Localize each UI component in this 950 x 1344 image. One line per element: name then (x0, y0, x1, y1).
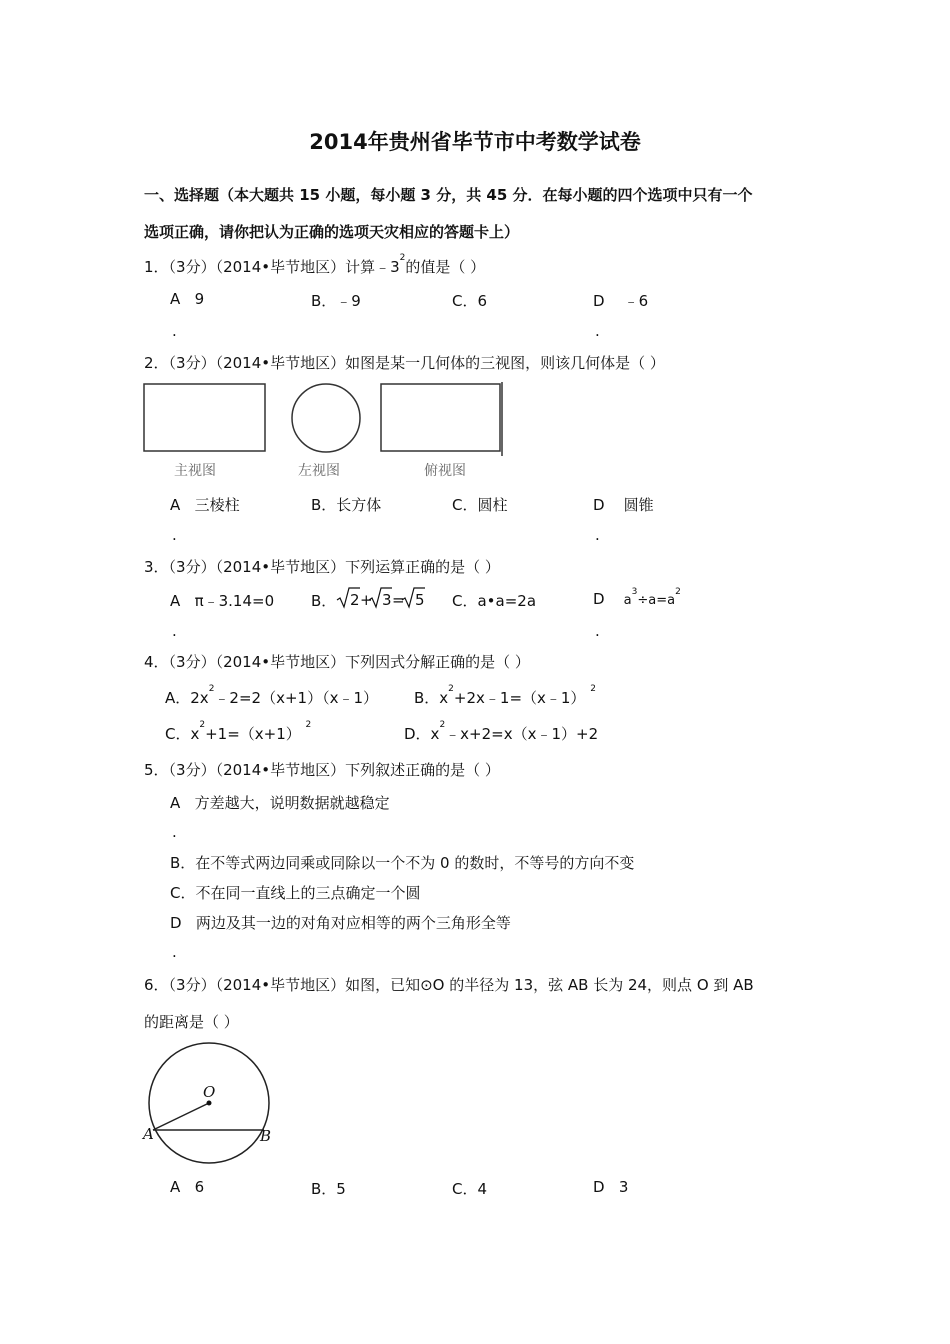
q4-option-d[interactable]: D．$x^2﹣x+2=x(x﹣1)+2$ (404, 720, 599, 743)
q3-b-rad2: 3 (382, 591, 392, 609)
three-view-figure (140, 380, 510, 485)
question-2-stem: 2．（3分）（2014•毕节地区）如图是某一几何体的三视图，则该几何体是（ ） (144, 354, 665, 372)
q5-option-a[interactable]: A 方差越大，说明数据就越稳定 (170, 794, 390, 812)
q3-option-b-radicals[interactable] (335, 585, 435, 611)
question-6-stem-line1: 6．（3分）（2014•毕节地区）如图，已知⊙O 的半径为 13，弦 AB 长为 24，则点 O 到 AB (144, 976, 754, 994)
q6-option-c[interactable]: C．4 (452, 1180, 488, 1198)
question-1-stem: 1．（3分）（2014•毕节地区）计算$﹣3^2$的值是（ ） (144, 253, 486, 276)
front-view-label: 主视图 (174, 463, 216, 479)
center-point (207, 1101, 212, 1106)
q2-option-a[interactable]: A 三棱柱 (170, 496, 240, 514)
label-o: O (203, 1083, 216, 1101)
circle-figure (140, 1036, 290, 1171)
q2-option-b[interactable]: B．长方体 (311, 496, 382, 514)
side-view-label: 左视图 (298, 463, 340, 479)
top-view-rect (381, 384, 500, 451)
q2-option-d-dot: . (595, 526, 600, 544)
q3-b-rad3: 5 (415, 591, 425, 609)
question-6-stem-line2: 的距离是（ ） (144, 1013, 239, 1031)
q3-b-plus: + (360, 591, 373, 609)
q5-option-d-dot: . (172, 943, 177, 961)
q2-option-d[interactable]: D 圆锥 (593, 496, 654, 514)
label-a: A (143, 1125, 154, 1143)
q4-option-a[interactable]: A．$2x^2﹣2=2(x+1)(x﹣1)$ (165, 684, 378, 707)
q4-option-c[interactable]: C．$x^2+1=(x+1)$ $^2$ (165, 720, 312, 743)
q3-option-b-label[interactable]: B． (311, 592, 337, 610)
front-view-rect (144, 384, 265, 451)
q5-option-c[interactable]: C．不在同一直线上的三点确定一个圆 (170, 884, 421, 902)
q3-option-a[interactable]: A π﹣3.14=0 (170, 592, 275, 610)
q2-option-c[interactable]: C．圆柱 (452, 496, 508, 514)
q1-option-b[interactable]: B．﹣9 (311, 292, 361, 310)
question-5-stem: 5．（3分）（2014•毕节地区）下列叙述正确的是（ ） (144, 761, 500, 779)
q5-option-b[interactable]: B．在不等式两边同乘或同除以一个不为 0 的数时，不等号的方向不变 (170, 854, 635, 872)
section-heading-line1: 一、选择题（本大题共 15 小题，每小题 3 分，共 45 分．在每小题的四个选项中只有一个 (144, 186, 753, 204)
side-view-circle (292, 384, 360, 452)
q4-option-b[interactable]: B．$x^2+2x﹣1=(x﹣1)$ $^2$ (414, 684, 596, 707)
page-title: 2014年贵州省毕节市中考数学试卷 (309, 130, 641, 154)
q3-option-c[interactable]: C．a•a=2a (452, 592, 537, 610)
q1-option-d-dot: . (595, 322, 600, 340)
radius-oa (153, 1103, 209, 1130)
q5-option-d[interactable]: D 两边及其一边的对角对应相等的两个三角形全等 (170, 914, 511, 932)
q6-option-d[interactable]: D 3 (593, 1178, 629, 1196)
q3-option-d-dot: . (595, 622, 600, 640)
section-heading-line2: 选项正确，请你把认为正确的选项天灾相应的答题卡上） (144, 223, 520, 241)
q2-option-a-dot: . (172, 526, 177, 544)
q1-option-d[interactable]: D ﹣6 (593, 292, 649, 310)
q1-option-a-dot: . (172, 322, 177, 340)
top-view-label: 俯视图 (424, 463, 466, 479)
label-b: B (260, 1127, 272, 1145)
q3-option-a-dot: . (172, 622, 177, 640)
q5-option-a-dot: . (172, 823, 177, 841)
q6-option-b[interactable]: B．5 (311, 1180, 346, 1198)
question-3-stem: 3．（3分）（2014•毕节地区）下列运算正确的是（ ） (144, 558, 500, 576)
q1-option-a[interactable]: A 9 (170, 290, 205, 308)
q3-option-d[interactable]: D $a^3\div a=a^2$ (593, 587, 681, 608)
q3-b-rad1: 2 (350, 591, 360, 609)
q3-b-eq: = (392, 591, 405, 609)
question-4-stem: 4．（3分）（2014•毕节地区）下列因式分解正确的是（ ） (144, 653, 530, 671)
q6-option-a[interactable]: A 6 (170, 1178, 205, 1196)
q1-option-c[interactable]: C．6 (452, 292, 488, 310)
